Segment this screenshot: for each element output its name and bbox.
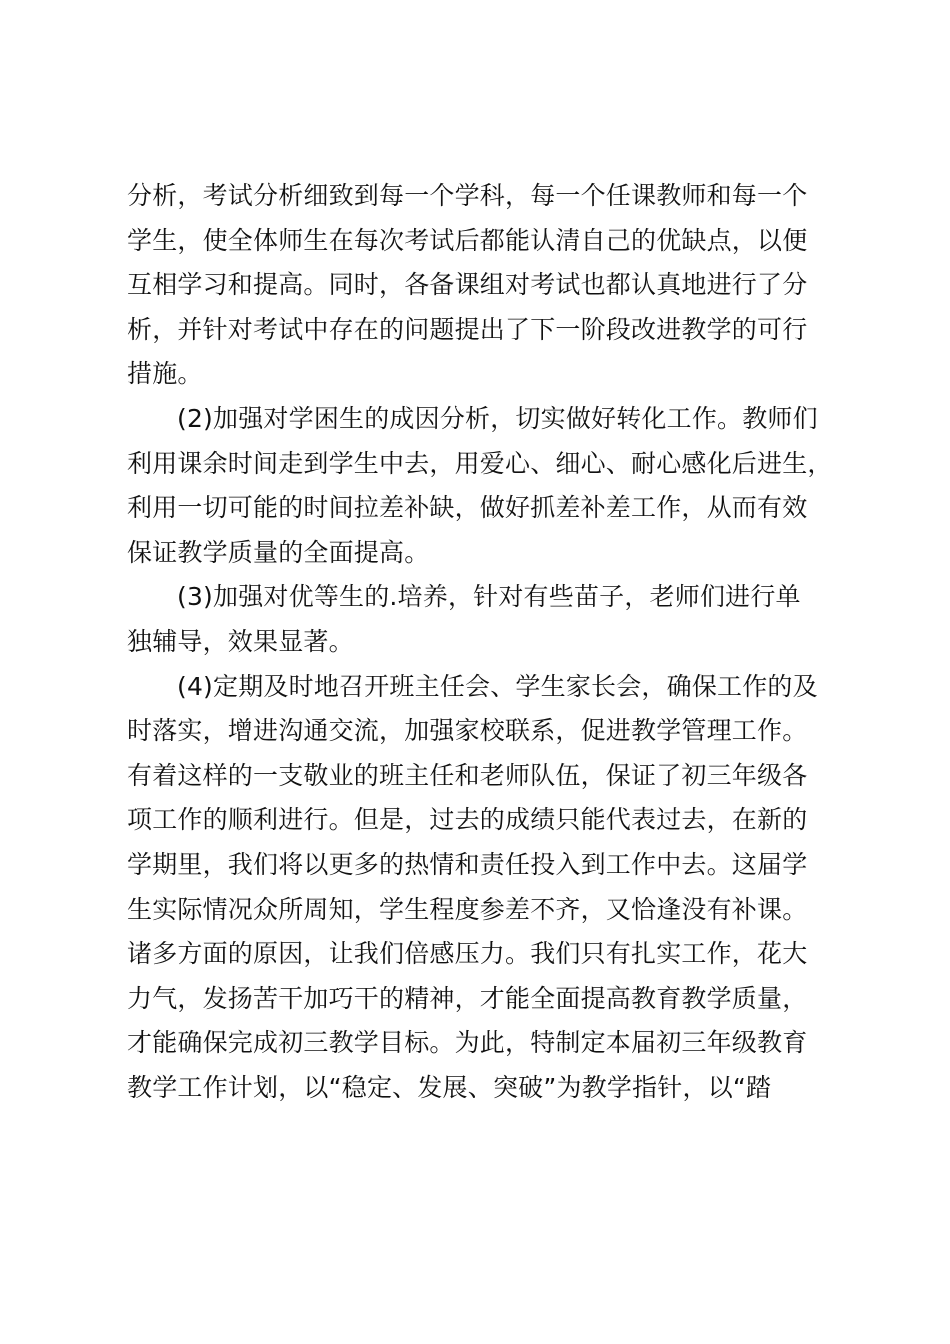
text-line-11: 独辅导，效果显著。 — [127, 626, 354, 656]
document-body — [127, 174, 847, 1110]
text-line-14: 有着这样的一支敬业的班主任和老师队伍，保证了初三年级各 — [127, 760, 808, 790]
text-line-4: 析，并针对考试中存在的问题提出了下一阶段改进教学的可行 — [127, 314, 808, 344]
text-line-20: 才能确保完成初三教学目标。为此，特制定本届初三年级教育 — [127, 1028, 808, 1058]
text-line-12: (4)定期及时地召开班主任会、学生家长会，确保工作的及 — [177, 671, 818, 701]
text-line-15: 项工作的顺利进行。但是，过去的成绩只能代表过去，在新的 — [127, 805, 808, 835]
text-line-2: 学生，使全体师生在每次考试后都能认清自己的优缺点，以便 — [127, 225, 808, 255]
text-line-1: 分析，考试分析细致到每一个学科，每一个任课教师和每一个 — [127, 181, 808, 210]
text-line-6: (2)加强对学困生的成因分析，切实做好转化工作。教师们 — [177, 403, 818, 433]
text-line-8: 利用一切可能的时间拉差补缺，做好抓差补差工作，从而有效 — [127, 493, 808, 523]
text-line-9: 保证教学质量的全面提高。 — [127, 537, 430, 567]
text-line-21: 教学工作计划，以“稳定、发展、突破”为教学指针，以“踏 — [127, 1072, 772, 1102]
text-line-13: 时落实，增进沟通交流，加强家校联系，促进教学管理工作。 — [127, 716, 808, 746]
text-line-17: 生实际情况众所周知，学生程度参差不齐，又恰逢没有补课。 — [127, 894, 808, 924]
text-line-3: 互相学习和提高。同时，各备课组对考试也都认真地进行了分 — [127, 270, 808, 300]
text-line-16: 学期里，我们将以更多的热情和责任投入到工作中去。这届学 — [127, 849, 808, 879]
text-line-10: (3)加强对优等生的.培养，针对有些苗子，老师们进行单 — [177, 582, 801, 612]
text-line-18: 诸多方面的原因，让我们倍感压力。我们只有扎实工作，花大 — [127, 939, 808, 969]
text-line-7: 利用课余时间走到学生中去，用爱心、细心、耐心感化后进生， — [127, 448, 833, 478]
text-line-5: 措施。 — [127, 359, 203, 389]
text-line-19: 力气，发扬苦干加巧干的精神，才能全面提高教育教学质量， — [127, 983, 808, 1013]
